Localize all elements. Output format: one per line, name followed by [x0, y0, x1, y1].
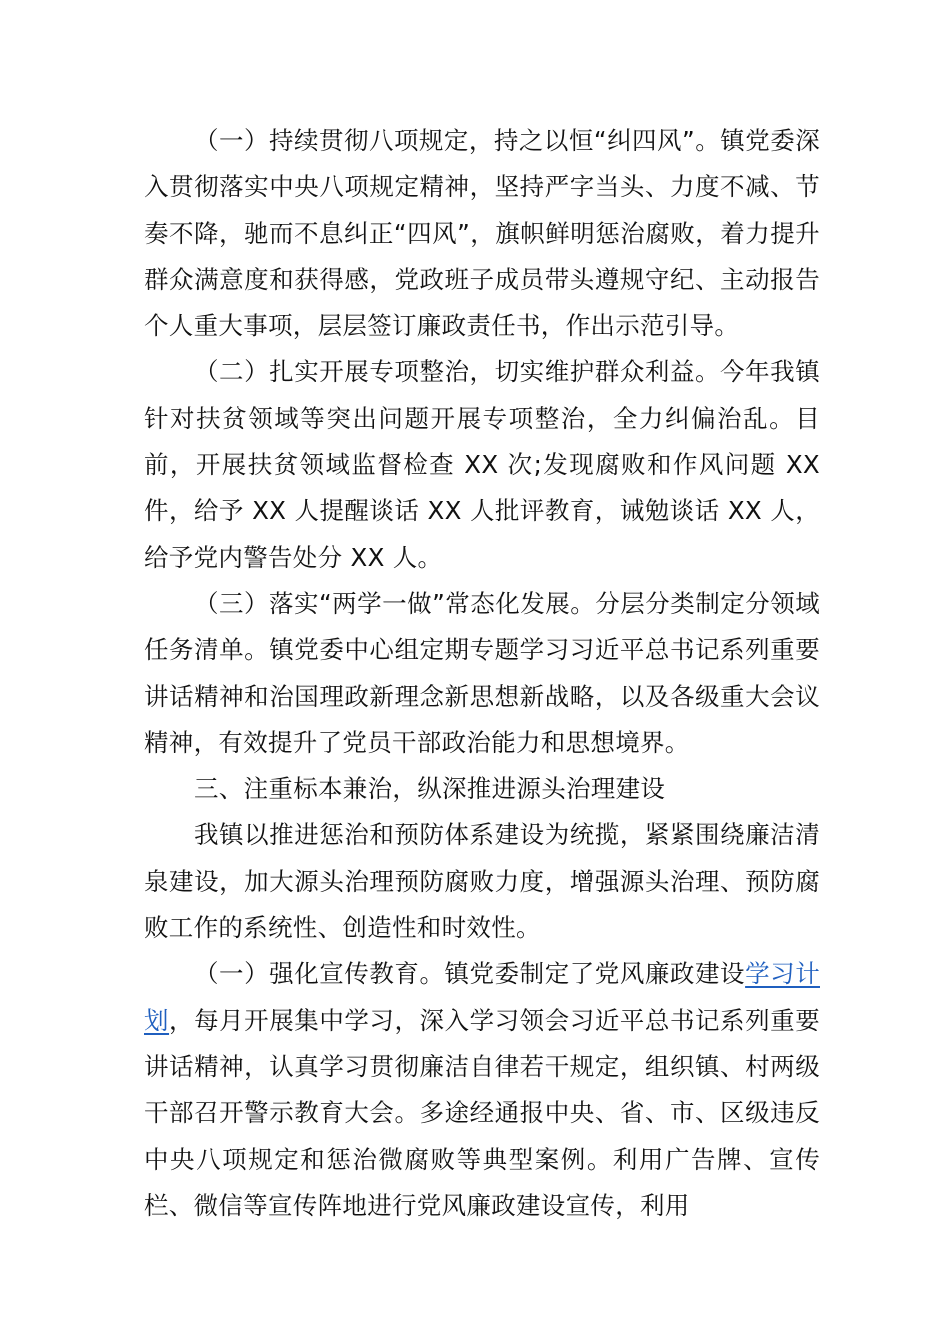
paragraph-text-before-link: （一）强化宣传教育。镇党委制定了党风廉政建设: [194, 959, 746, 989]
section-heading: 三、注重标本兼治，纵深推进源头治理建设: [194, 774, 666, 804]
paragraph-one: （一）持续贯彻八项规定，持之以恒“纠四风”。镇党委深入贯彻落实中央八项规定精神，坚持严字当头、力度不减、节奏不降，驰而不息纠正“四风”，旗帜鲜明惩治腐败，着力提升群众满意度和获得感，党政班子成员带头遵规守纪、主动报告个人重大事项，层层签订廉政责任书，作出示范引导。: [144, 126, 820, 341]
paragraph-propaganda: [144, 951, 820, 1229]
section-intro: 我镇以推进惩治和预防体系建设为统揽，紧紧围绕廉洁清泉建设，加大源头治理预防腐败力度，增强源头治理、预防腐败工作的系统性、创造性和时效性。: [144, 820, 820, 943]
document-body: [144, 118, 820, 1229]
paragraph-two: （二）扎实开展专项整治，切实维护群众利益。今年我镇针对扶贫领域等突出问题开展专项整治，全力纠偏治乱。目前，开展扶贫领域监督检查 XX 次;发现腐败和作风问题 XX 件，给予 XX 人提醒谈话 XX 人批评教育，诫勉谈话 XX 人，给予党内警告处分 XX 人。: [144, 357, 820, 572]
paragraph-three: （三）落实“两学一做”常态化发展。分层分类制定分领域任务清单。镇党委中心组定期专题学习习近平总书记系列重要讲话精神和治国理政新理念新思想新战略，以及各级重大会议精神，有效提升了党员干部政治能力和思想境界。: [144, 588, 820, 757]
paragraph-text-after-link: ，每月开展集中学习，深入学习领会习近平总书记系列重要讲话精神，认真学习贯彻廉洁自律若干规定，组织镇、村两级干部召开警示教育大会。多途经通报中央、省、市、区级违反中央八项规定和惩治微腐败等典型案例。利用广告牌、宣传栏、微信等宣传阵地进行党风廉政建设宣传，利用: [144, 1005, 820, 1220]
study-plan-link[interactable]: 学习计划: [144, 959, 820, 1035]
